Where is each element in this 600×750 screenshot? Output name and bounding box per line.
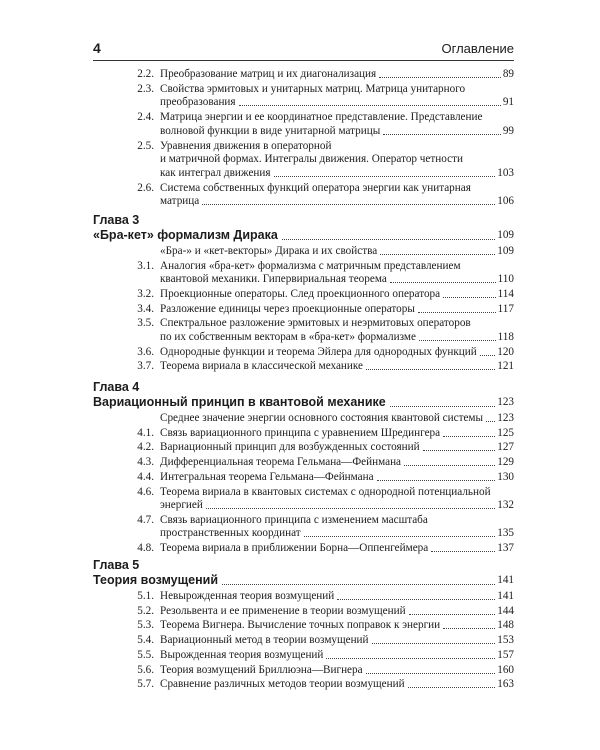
entry-number: 4.3. xyxy=(137,456,154,469)
entry-title-line: Связь вариационного принципа с изменением масштаба xyxy=(160,513,428,526)
entry-title-line: Теорема вириала в приближении Борна—Оппенгеймера xyxy=(160,542,429,555)
entry-number: 4.8. xyxy=(137,542,154,555)
entry-title-line: и матричной формах. Интегралы движения. Оператор четности xyxy=(160,153,463,166)
chapter-label: Глава 5 xyxy=(93,558,140,572)
entry-title-line: Вариационный принцип для возбужденных состояний xyxy=(160,441,420,454)
dot-leader xyxy=(304,536,496,537)
entry-title-line: преобразования xyxy=(160,96,236,109)
entry-number: 3.7. xyxy=(137,360,154,373)
entry-number: 5.3. xyxy=(137,619,154,632)
entry-number: 2.2. xyxy=(137,68,154,80)
entry-page-number: 114 xyxy=(497,288,514,300)
dot-leader xyxy=(206,508,495,509)
entry-number: 4.7. xyxy=(137,513,154,526)
entry-title-line: Связь вариационного принципа с уравнением Шредингера xyxy=(160,426,441,439)
dot-leader xyxy=(202,204,495,205)
entry-title-line: квантовой механики. Гипервириальная теорема xyxy=(160,273,387,286)
entry-title-line: Аналогия «бра-кет» формализма с матричным представлением xyxy=(160,259,461,272)
entry-title-line: Теорема Вигнера. Вычисление точных поправок к энергии xyxy=(160,619,441,632)
entry-number: 5.4. xyxy=(137,634,154,647)
entry-title-line: Теорема вириала в квантовых системах с однородной потенциальной xyxy=(160,485,491,498)
entry-page-number: 118 xyxy=(497,330,514,343)
entry-page-number: 109 xyxy=(497,245,514,257)
dot-leader xyxy=(390,282,496,283)
entry-page-number: 89 xyxy=(502,68,514,80)
chapter-page-number: 141 xyxy=(497,574,514,586)
chapter-title: Теория возмущений xyxy=(93,573,219,587)
dot-leader xyxy=(380,254,495,255)
dot-leader xyxy=(419,340,496,341)
entry-number: 4.1. xyxy=(137,426,154,439)
entry-title-line: Интегральная теорема Гельмана—Фейнмана xyxy=(160,470,374,483)
entry-number: 3.2. xyxy=(137,288,154,300)
entry-title-line: волновой функции в виде унитарной матрицы xyxy=(160,124,381,137)
entry-number: 3.6. xyxy=(137,345,154,358)
dot-leader xyxy=(379,77,501,78)
entry-number: 5.5. xyxy=(137,648,154,661)
entry-title-line: Дифференциальная теорема Гельмана—Фейнмана xyxy=(160,456,402,469)
entry-title-line: Преобразование матриц и их диагонализация xyxy=(160,68,377,80)
entry-title-line: Система собственных функций оператора энергии как унитарная xyxy=(160,181,471,194)
dot-leader xyxy=(337,599,495,600)
entry-title-line: Среднее значение энергии основного состояния квантовой системы xyxy=(160,412,484,424)
dot-leader xyxy=(326,658,495,659)
entry-page-number: 137 xyxy=(497,542,514,555)
entry-page-number: 132 xyxy=(497,499,514,512)
entry-title-line: по их собственным векторам в «бра-кет» формализме xyxy=(160,330,416,343)
entry-title-line: Однородные функции и теорема Эйлера для однородных функций xyxy=(160,345,477,358)
entry-number: 4.6. xyxy=(137,485,154,498)
entry-page-number: 157 xyxy=(497,648,514,661)
dot-leader xyxy=(274,176,496,177)
dot-leader xyxy=(443,297,496,298)
dot-leader xyxy=(486,421,495,422)
entry-page-number: 123 xyxy=(497,412,514,424)
entry-number: 3.1. xyxy=(137,259,154,272)
entry-number: 2.5. xyxy=(137,139,154,152)
entry-page-number: 127 xyxy=(497,441,514,454)
dot-leader xyxy=(418,312,496,313)
entry-page-number: 110 xyxy=(497,273,514,286)
entry-title-line: Невырожденная теория возмущений xyxy=(160,590,335,602)
entry-number: 5.2. xyxy=(137,604,154,617)
dot-leader xyxy=(282,239,495,240)
entry-number: 2.6. xyxy=(137,181,154,194)
running-header xyxy=(93,40,514,61)
dot-leader xyxy=(431,551,495,552)
entry-title-line: Вырожденная теория возмущений xyxy=(160,648,324,661)
entry-page-number: 160 xyxy=(497,663,514,676)
entry-page-number: 117 xyxy=(497,302,514,315)
entry-page-number: 130 xyxy=(497,470,514,483)
entry-page-number: 148 xyxy=(497,619,514,632)
dot-leader xyxy=(372,643,496,644)
running-title: Оглавление xyxy=(441,41,514,56)
entry-title-line: энергией xyxy=(160,499,203,512)
entry-page-number: 163 xyxy=(497,678,514,691)
entry-title-line: Разложение единицы через проекционные операторы xyxy=(160,302,415,315)
entry-page-number: 99 xyxy=(502,124,514,137)
entry-title-line: Уравнения движения в операторной xyxy=(160,139,332,152)
dot-leader xyxy=(409,614,496,615)
entry-title-line: Матрица энергии и ее координатное представление. Представление xyxy=(160,111,483,124)
dot-leader xyxy=(443,436,495,437)
entry-title-line: Проекционные операторы. След проекционного оператора xyxy=(160,288,441,300)
entry-title-line: матрица xyxy=(160,195,200,208)
entry-title-line: пространственных координат xyxy=(160,527,301,540)
entry-page-number: 141 xyxy=(497,590,514,602)
entry-number: 5.7. xyxy=(137,678,154,691)
entry-page-number: 144 xyxy=(497,604,514,617)
chapter-label: Глава 3 xyxy=(93,213,140,227)
entry-title-line: «Бра-» и «кет-векторы» Дирака и их свойства xyxy=(160,245,378,257)
chapter-page-number: 123 xyxy=(497,396,514,408)
dot-leader xyxy=(404,465,495,466)
chapter-page-number: 109 xyxy=(497,229,514,241)
dot-leader xyxy=(366,673,496,674)
dot-leader xyxy=(239,105,501,106)
dot-leader xyxy=(383,134,501,135)
dot-leader xyxy=(222,584,495,585)
dot-leader xyxy=(480,355,495,356)
page-number: 4 xyxy=(93,40,101,56)
entry-number: 5.6. xyxy=(137,663,154,676)
entry-title-line: Свойства эрмитовых и унитарных матриц. Матрица унитарного xyxy=(160,82,466,95)
entry-number: 3.5. xyxy=(137,317,154,330)
entry-number: 2.4. xyxy=(137,111,154,124)
chapter-title: «Бра-кет» формализм Дирака xyxy=(93,228,278,242)
entry-number: 5.1. xyxy=(137,590,154,602)
chapter-label: Глава 4 xyxy=(93,380,140,394)
dot-leader xyxy=(390,406,496,407)
dot-leader xyxy=(423,450,496,451)
entry-page-number: 103 xyxy=(497,166,514,179)
chapter-title: Вариационный принцип в квантовой механике xyxy=(93,395,386,409)
entry-page-number: 120 xyxy=(497,345,514,358)
entry-title-line: Вариационный метод в теории возмущений xyxy=(160,634,369,647)
entry-title-line: Резольвента и ее применение в теории возмущений xyxy=(160,604,406,617)
dot-leader xyxy=(443,628,495,629)
entry-number: 4.4. xyxy=(137,470,154,483)
entry-number: 4.2. xyxy=(137,441,154,454)
entry-number: 3.4. xyxy=(137,302,154,315)
entry-title-line: Теорема вириала в классической механике xyxy=(160,360,364,373)
dot-leader xyxy=(408,687,496,688)
entry-page-number: 125 xyxy=(497,426,514,439)
entry-number: 2.3. xyxy=(137,82,154,95)
entry-page-number: 153 xyxy=(497,634,514,647)
entry-page-number: 121 xyxy=(497,360,514,373)
entry-title-line: Спектральное разложение эрмитовых и неэрмитовых операторов xyxy=(160,317,471,330)
entry-title-line: как интеграл движения xyxy=(160,166,271,179)
entry-page-number: 135 xyxy=(497,527,514,540)
dot-leader xyxy=(377,480,496,481)
entry-title-line: Сравнение различных методов теории возмущений xyxy=(160,678,405,691)
entry-page-number: 129 xyxy=(497,456,514,469)
entry-page-number: 106 xyxy=(497,195,514,208)
entry-title-line: Теория возмущений Бриллюэна—Вигнера xyxy=(160,663,363,676)
entry-page-number: 91 xyxy=(502,96,514,109)
dot-leader xyxy=(366,369,495,370)
